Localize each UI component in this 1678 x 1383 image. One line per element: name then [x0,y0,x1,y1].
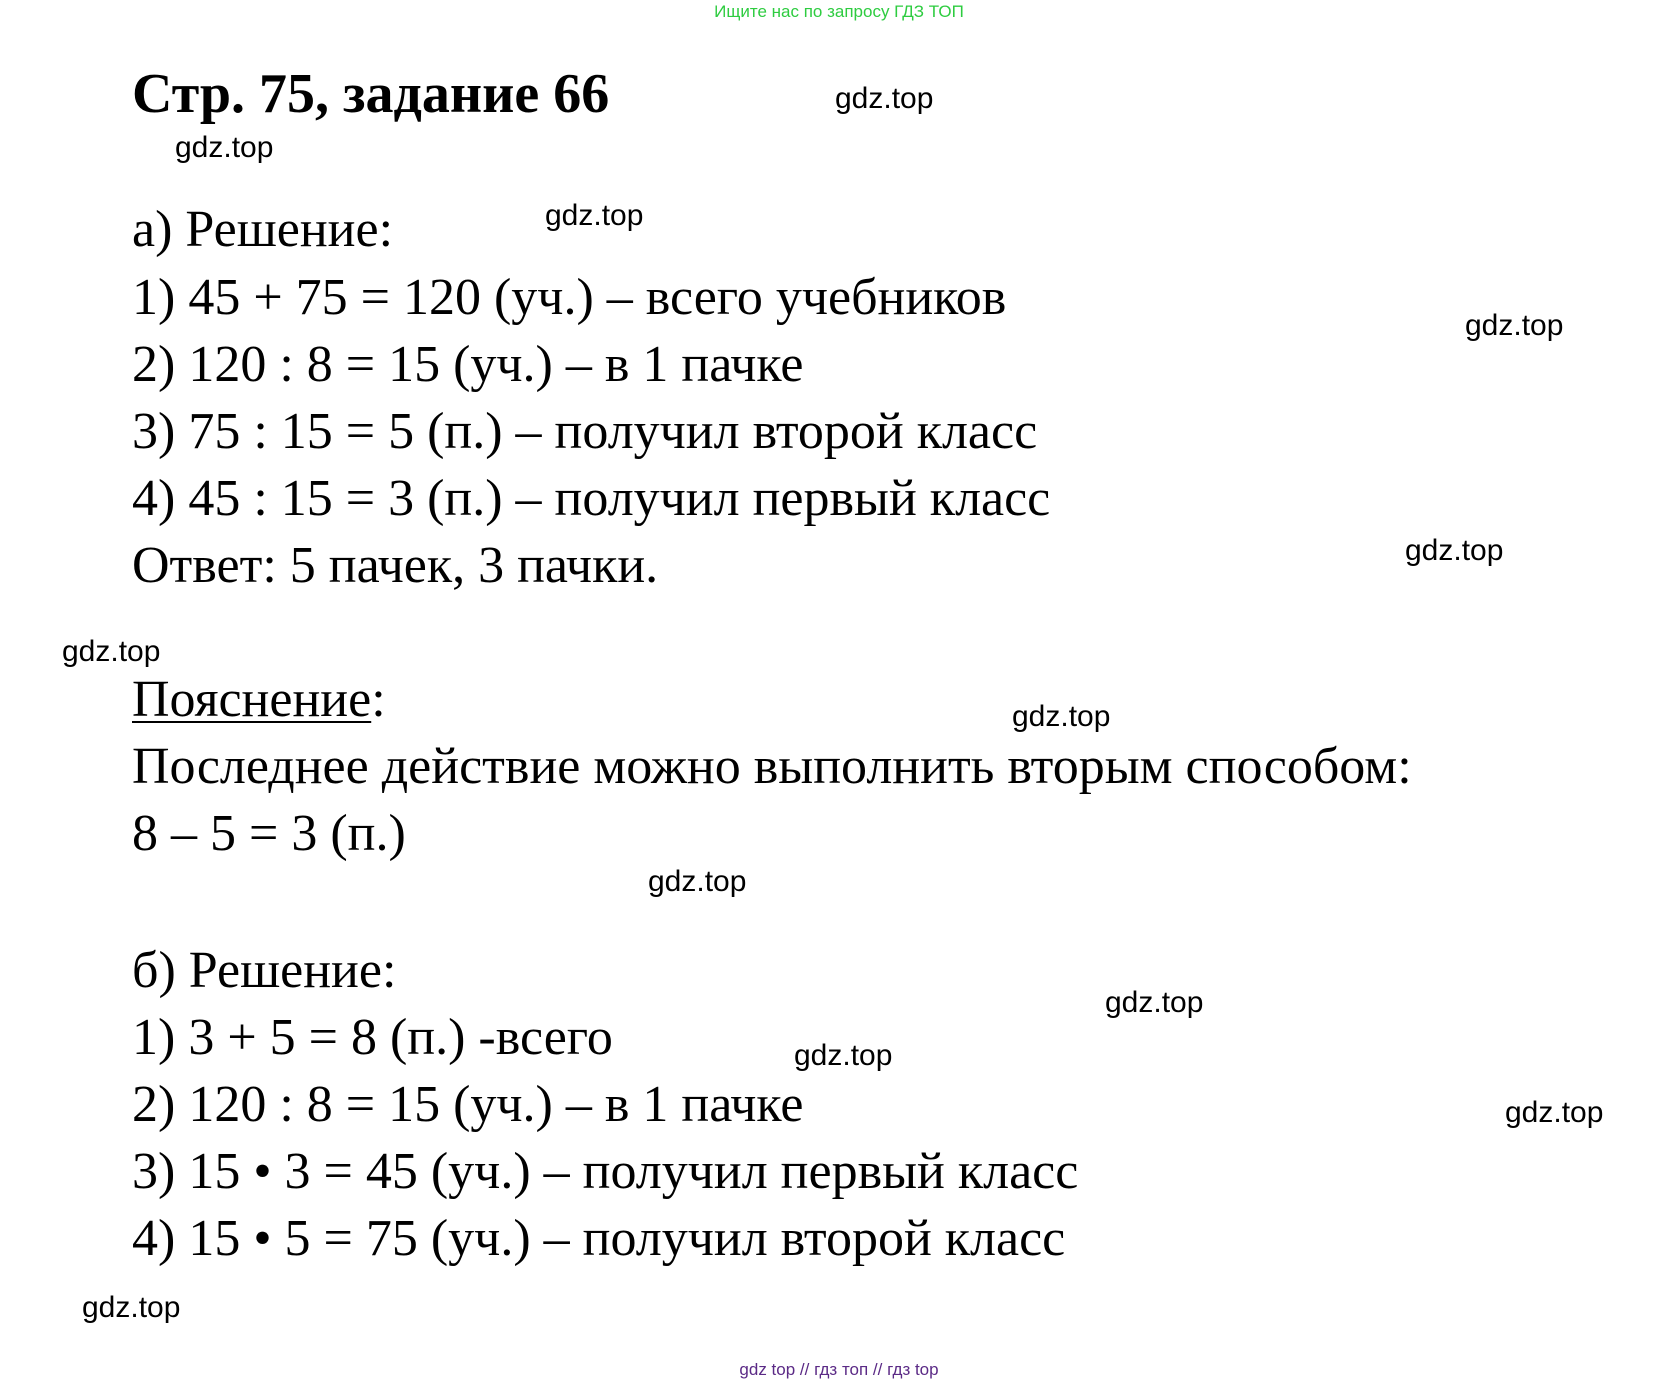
explanation-heading [132,668,386,732]
top-banner: Ищите нас по запросу ГДЗ ТОП [714,2,964,21]
part-b-heading: б) Решение: [132,942,397,999]
part-a-heading: а) Решение: [132,201,394,258]
explanation-formula: 8 – 5 = 3 (п.) [132,805,406,862]
part-a-step-1: 1) 45 + 75 = 120 (уч.) – всего учебников [132,269,1007,326]
watermark: gdz.top [1465,309,1564,342]
watermark: gdz.top [648,865,747,898]
footer: gdz top // гдз топ // гдз top [739,1360,939,1379]
watermark: gdz.top [62,635,161,668]
part-b-step-3: 3) 15 • 3 = 45 (уч.) – получил первый класс [132,1143,1079,1200]
watermark: gdz.top [794,1039,893,1072]
explanation-text: Последнее действие можно выполнить вторым способом: [132,738,1412,795]
explanation-heading-label: Пояснение [132,671,372,728]
part-a-answer: Ответ: 5 пачек, 3 пачки. [132,537,659,594]
page-title: Стр. 75, задание 66 [132,63,610,125]
part-a-step-3: 3) 75 : 15 = 5 (п.) – получил второй класс [132,403,1038,460]
watermark: gdz.top [1505,1096,1604,1129]
part-b-step-2: 2) 120 : 8 = 15 (уч.) – в 1 пачке [132,1076,804,1133]
part-a-step-4: 4) 45 : 15 = 3 (п.) – получил первый класс [132,470,1051,527]
watermark: gdz.top [1105,986,1204,1019]
explanation-heading-colon: : [371,671,386,728]
watermark: gdz.top [175,131,274,164]
watermark: gdz.top [835,82,934,115]
part-a-step-2: 2) 120 : 8 = 15 (уч.) – в 1 пачке [132,336,804,393]
watermark: gdz.top [545,199,644,232]
watermark: gdz.top [82,1291,181,1324]
part-b-step-1: 1) 3 + 5 = 8 (п.) -всего [132,1009,613,1066]
watermark: gdz.top [1405,534,1504,567]
watermark: gdz.top [1012,700,1111,733]
part-b-step-4: 4) 15 • 5 = 75 (уч.) – получил второй класс [132,1210,1066,1267]
